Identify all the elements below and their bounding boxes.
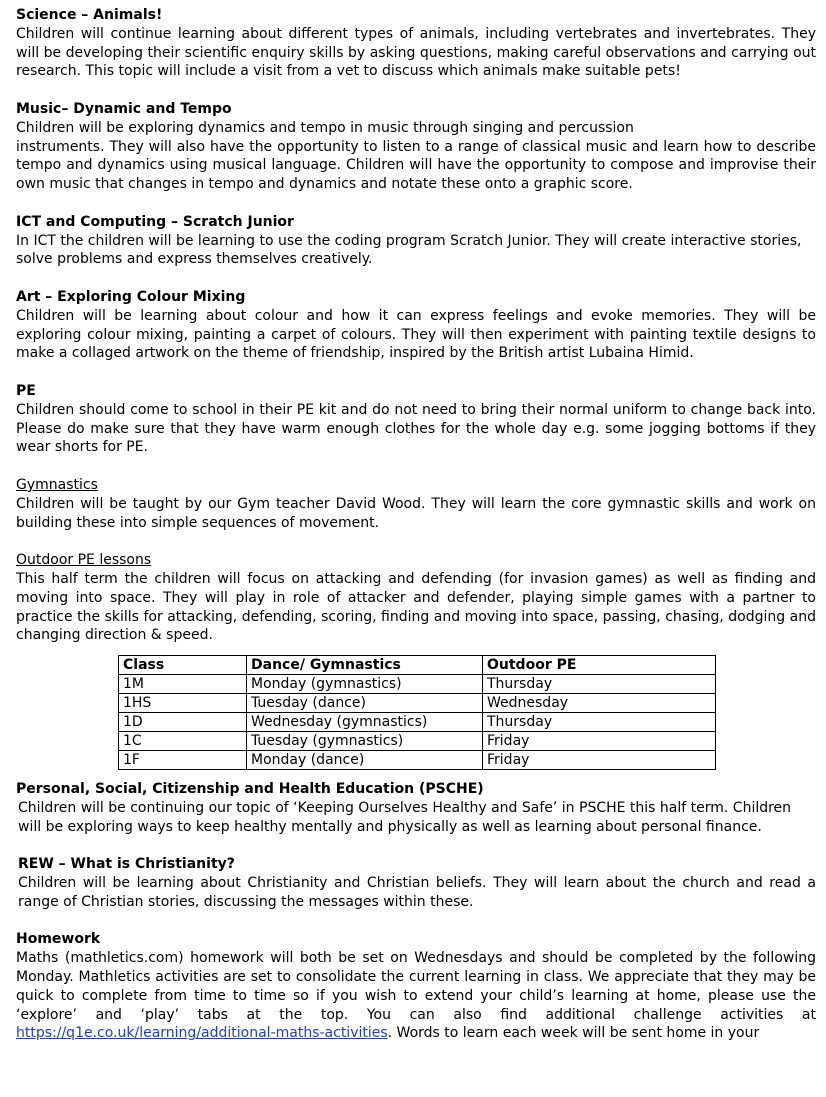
- table-cell: Thursday: [483, 675, 716, 694]
- spacer: [16, 645, 816, 655]
- table-cell: Friday: [483, 732, 716, 751]
- section-ict: [16, 213, 816, 269]
- section-rew: [16, 855, 816, 911]
- section-body: [16, 949, 816, 1043]
- table-cell: Thursday: [483, 713, 716, 732]
- section-heading: REW – What is Christianity?: [18, 856, 235, 873]
- table-row: [119, 713, 716, 732]
- table-cell: 1D: [119, 713, 247, 732]
- pe-timetable: [118, 655, 716, 770]
- section-body: This half term the children will focus on attacking and defending (for invasion games) as well as finding and moving into space. They will play in role of attacker and defender, playing simple games with a partner to practice the skills for attacking, defending, scoring, finding and moving into space, passing, chasing, dodging and changing direction & speed.: [16, 570, 816, 644]
- table-header-cell: Dance/ Gymnastics: [247, 656, 483, 675]
- section-subheading: Outdoor PE lessons: [16, 552, 152, 569]
- section-body: In ICT the children will be learning to use the coding program Scratch Junior. They will create interactive stories, solve problems and express themselves creatively.: [16, 232, 802, 268]
- section-body-line: Children will be exploring dynamics and tempo in music through singing and percussion: [16, 119, 634, 136]
- section-psche: [16, 780, 816, 836]
- table-row: [119, 751, 716, 770]
- section-outdoor-pe: [16, 551, 816, 645]
- section-body: Children will continue learning about different types of animals, including vertebrates and invertebrates. They will be developing their scientific enquiry skills by asking questions, making careful observations and carrying out research. This topic will include a visit from a vet to discuss which animals make suitable pets!: [16, 25, 816, 80]
- homework-text-after: . Words to learn each week will be sent home in your: [387, 1025, 760, 1042]
- section-science: [16, 6, 816, 81]
- section-art: [16, 288, 816, 363]
- table-cell: Monday (dance): [247, 751, 483, 770]
- table-row: [119, 675, 716, 694]
- table-header-cell: Outdoor PE: [483, 656, 716, 675]
- section-heading: PE: [16, 382, 36, 399]
- section-homework: [16, 930, 816, 1043]
- section-body: Children will be taught by our Gym teacher David Wood. They will learn the core gymnastic skills and work on building these into simple sequences of movement.: [16, 495, 816, 531]
- table-cell: Wednesday (gymnastics): [247, 713, 483, 732]
- table-cell: Wednesday: [483, 694, 716, 713]
- table-cell: Friday: [483, 751, 716, 770]
- section-heading: Homework: [16, 931, 101, 948]
- table-cell: 1HS: [119, 694, 247, 713]
- section-heading: ICT and Computing – Scratch Junior: [16, 213, 294, 230]
- section-heading: Science – Animals!: [16, 7, 163, 23]
- table-header-row: [119, 656, 716, 675]
- table-cell: Tuesday (gymnastics): [247, 732, 483, 751]
- table-cell: 1C: [119, 732, 247, 751]
- maths-activities-link[interactable]: https://q1e.co.uk/learning/additional-maths-activities: [16, 1025, 388, 1042]
- section-heading: Music– Dynamic and Tempo: [16, 100, 232, 117]
- section-gymnastics: [16, 476, 816, 532]
- table-cell: 1F: [119, 751, 247, 770]
- spacer: [16, 770, 816, 780]
- section-body: Children will be continuing our topic of ‘Keeping Ourselves Healthy and Safe’ in PSCHE this half term. Children will be exploring ways to keep healthy mentally and physically as well as learning about personal finance.: [18, 799, 792, 835]
- document-page: [16, 6, 816, 1043]
- section-body: instruments. They will also have the opportunity to listen to a range of classical music and learn how to describe tempo and dynamics using musical language. Children will have the opportunity to compose and improvise their own music that changes in tempo and dynamics and notate these onto a graphic score.: [16, 138, 816, 193]
- section-heading: Personal, Social, Citizenship and Health Education (PSCHE): [16, 781, 484, 798]
- table-cell: Tuesday (dance): [247, 694, 483, 713]
- section-music: [16, 100, 816, 194]
- section-subheading: Gymnastics: [16, 476, 98, 493]
- table-row: [119, 694, 716, 713]
- table-cell: Monday (gymnastics): [247, 675, 483, 694]
- homework-text: Maths (mathletics.com) homework will both be set on Wednesdays and should be completed by the following Monday. Mathletics activities are set to consolidate the current learning in class. We appreciate that they may be quick to complete from time to time so if you wish to extend your child’s learning at home, please use the ‘explore’ and ‘play’ tabs at the top. You can also find additional challenge activities at: [16, 950, 816, 1023]
- table-row: [119, 732, 716, 751]
- section-body: Children will be learning about Christianity and Christian beliefs. They will learn about the church and read a range of Christian stories, discussing the messages within these.: [18, 875, 816, 910]
- section-body: Children will be learning about colour and how it can express feelings and evoke memories. They will be exploring colour mixing, painting a carpet of colours. They will then experiment with painting textile designs to make a collaged artwork on the theme of friendship, inspired by the British artist Lubaina Himid.: [16, 307, 816, 362]
- section-pe: [16, 382, 816, 457]
- section-heading: Art – Exploring Colour Mixing: [16, 288, 246, 305]
- table-header-cell: Class: [119, 656, 247, 675]
- section-body: Children should come to school in their PE kit and do not need to bring their normal uniform to change back into. Please do make sure that they have warm enough clothes for the whole day e.g. some jogging bottoms if they wear shorts for PE.: [16, 401, 816, 456]
- table-cell: 1M: [119, 675, 247, 694]
